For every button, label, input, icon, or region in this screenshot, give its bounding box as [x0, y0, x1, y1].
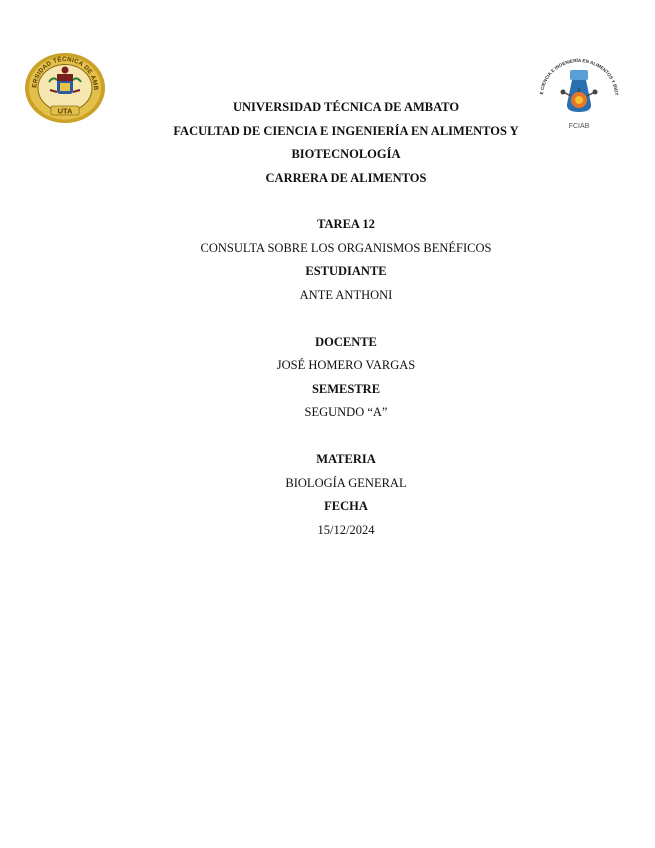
faculty-name-line2: BIOTECNOLOGÍA [291, 147, 401, 161]
subject-label: MATERIA [316, 452, 376, 466]
faculty-name-line1: FACULTAD DE CIENCIA E INGENIERÍA EN ALIMENTOS Y [173, 123, 519, 138]
svg-text:FACULTAD DE CIENCIA E INGENIER: E CIENCIA E INGENIERÍA EN ALIMENTOS Y BIOT [539, 57, 620, 96]
subject-value: BIOLOGÍA GENERAL [285, 475, 407, 490]
spacer [0, 425, 655, 449]
svg-text:UTA: UTA [57, 106, 73, 116]
student-value: ANTE ANTHONI [299, 287, 393, 302]
teacher-label: DOCENTE [315, 334, 377, 349]
svg-text:FCIAB: FCIAB [568, 123, 590, 130]
university-name: UNIVERSIDAD TÉCNICA DE AMBATO [232, 100, 460, 114]
semester-label: SEMESTRE [311, 381, 381, 396]
document-header [0, 96, 655, 190]
teacher-value: JOSÉ HOMERO VARGAS [276, 358, 416, 372]
date-label: FECHA [324, 499, 368, 513]
date-value: 15/12/2024 [317, 522, 375, 537]
student-label: ESTUDIANTE [305, 264, 387, 278]
svg-text:UNIVERSIDAD TÉCNICA DE AMBATO: ERSIDAD TÉCNICA DE AMB [31, 55, 100, 91]
spacer [0, 307, 655, 331]
cover-fields [0, 213, 655, 542]
semester-value: SEGUNDO “A” [304, 405, 388, 419]
career-name: CARRERA DE ALIMENTOS [265, 170, 427, 185]
task-label: TAREA 12 [317, 217, 375, 231]
task-value: CONSULTA SOBRE LOS ORGANISMOS BENÉFICOS [200, 240, 492, 255]
